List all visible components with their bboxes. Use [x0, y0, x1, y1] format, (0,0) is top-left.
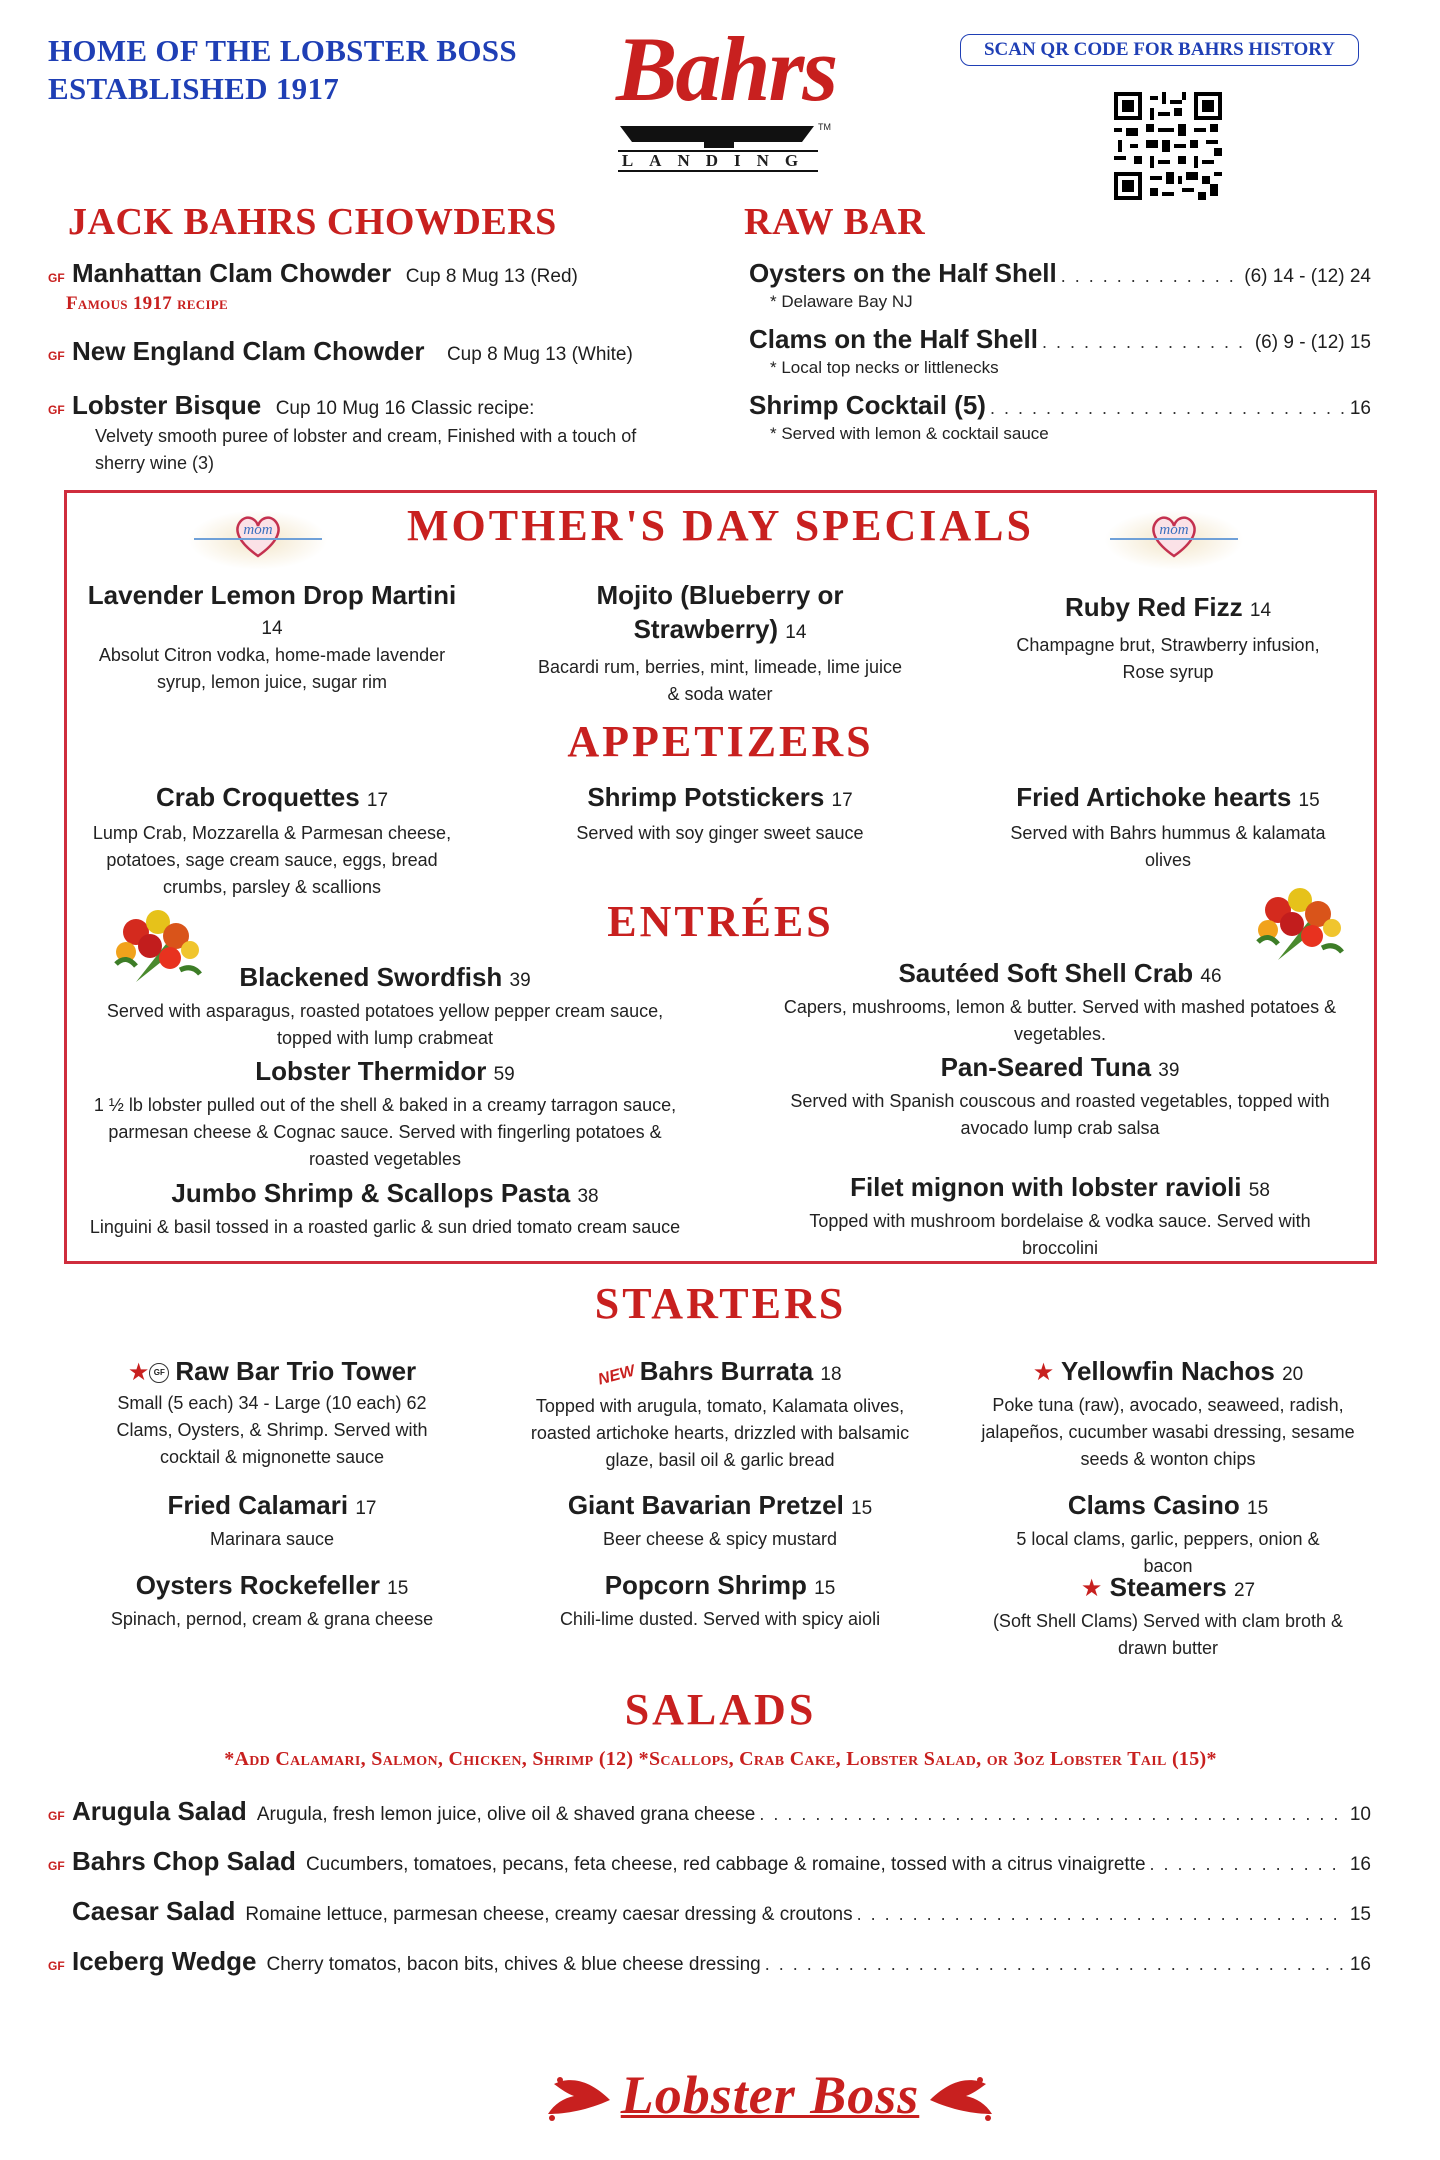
starter-price: 20	[1282, 1364, 1304, 1385]
gf-circle-icon: GF	[149, 1363, 169, 1383]
appetizer-desc: Lump Crab, Mozzarella & Parmesan cheese, potatoes, sage cream sauce, eggs, bread crumbs, parsley & scallions	[92, 823, 452, 897]
gf-badge: GF	[48, 403, 65, 417]
drink-price: 14	[1249, 600, 1272, 621]
raw-bar-name: Shrimp Cocktail (5)	[749, 390, 986, 420]
starter-name: ★ Yellowfin Nachos 20	[1032, 1356, 1304, 1386]
header-line-1: HOME OF THE LOBSTER BOSS	[48, 33, 517, 68]
chowder-price: Cup 8 Mug 13 (White)	[446, 344, 633, 365]
drink-desc: Bacardi rum, berries, mint, limeade, lime juice & soda water	[537, 657, 903, 704]
drink-desc: Absolut Citron vodka, home-made lavender syrup, lemon juice, sugar rim	[98, 645, 446, 692]
drink-name: Lavender Lemon Drop Martini	[87, 580, 457, 610]
entree-item	[750, 1170, 1370, 1262]
starter-desc: 5 local clams, garlic, peppers, onion & bacon	[1016, 1529, 1320, 1576]
starter-desc: Poke tuna (raw), avocado, seaweed, radish, jalapeños, cucumber wasabi dressing, sesame seeds & wonton chips	[981, 1395, 1355, 1469]
raw-bar-title: RAW BAR	[744, 201, 926, 243]
raw-bar-name: Clams on the Half Shell	[749, 324, 1038, 354]
starter-name: ★ GF Raw Bar Trio Tower	[127, 1356, 417, 1386]
appetizer-name: Shrimp Potstickers 17	[587, 782, 853, 812]
drink-name: Ruby Red Fizz 14	[1064, 592, 1272, 622]
starter-price: 15	[851, 1498, 873, 1519]
salad-addons: *Add Calamari, Salmon, Chicken, Shrimp (12) *Scallops, Crab Cake, Lobster Salad, or 3oz Lobster Tail (15)*	[224, 1748, 1217, 1770]
header-tagline	[48, 32, 517, 108]
entree-name: Sautéed Soft Shell Crab 46	[898, 958, 1222, 988]
entree-price: 38	[577, 1186, 599, 1207]
chowder-name: New England Clam Chowder	[72, 336, 425, 366]
starter-price: 27	[1233, 1580, 1256, 1601]
entree-item	[80, 960, 690, 1052]
chowder-item	[48, 390, 688, 477]
gf-badge: GF	[48, 1859, 65, 1873]
appetizer-price: 17	[831, 790, 853, 811]
chowder-price: Cup 10 Mug 16 Classic recipe:	[275, 398, 535, 419]
starter-desc: (Soft Shell Clams) Served with clam broth & drawn butter	[992, 1611, 1344, 1658]
chowder-item	[48, 336, 688, 367]
chowder-price: Cup 8 Mug 13 (Red)	[405, 266, 578, 287]
header-line-2: ESTABLISHED 1917	[48, 71, 340, 106]
raw-bar-price: (6) 9 - (12) 15	[1254, 332, 1371, 353]
starter-desc: Beer cheese & spicy mustard	[602, 1529, 838, 1549]
entree-item	[80, 1054, 690, 1173]
star-icon: ★	[127, 1359, 150, 1386]
entree-desc: 1 ½ lb lobster pulled out of the shell & baked in a creamy tarragon sauce, parmesan cheese & Cognac sauce. Served with fingerling potatoes & roasted vegetables	[93, 1095, 677, 1169]
mom-badge-text: mom	[243, 522, 273, 538]
entree-name: Pan-Seared Tuna 39	[940, 1052, 1180, 1082]
starter-name: ★ Steamers 27	[1080, 1572, 1256, 1602]
entree-item	[80, 1176, 690, 1241]
leader-dots	[765, 1954, 1346, 1975]
salad-desc: Cucumbers, tomatoes, pecans, feta cheese, red cabbage & romaine, tossed with a citrus vinaigrette	[305, 1854, 1146, 1875]
entree-desc: Linguini & basil tossed in a roasted garlic & sun dried tomato cream sauce	[89, 1217, 681, 1237]
raw-bar-item	[749, 258, 1371, 289]
entree-name: Blackened Swordfish 39	[239, 962, 531, 992]
starter-name: Fried Calamari 17	[167, 1490, 377, 1520]
starter-item	[72, 1488, 472, 1553]
raw-bar-note: * Delaware Bay NJ	[770, 292, 913, 311]
leader-dots	[759, 1804, 1346, 1825]
entree-desc: Topped with mushroom bordelaise & vodka sauce. Served with broccolini	[809, 1211, 1311, 1258]
raw-bar-name: Oysters on the Half Shell	[749, 258, 1057, 288]
drink-price: 14	[785, 622, 807, 643]
starter-item	[520, 1354, 920, 1474]
boat-icon	[612, 120, 822, 150]
appetizer-price: 15	[1298, 790, 1320, 811]
entree-desc: Served with asparagus, roasted potatoes yellow pepper cream sauce, topped with lump crabmeat	[106, 1001, 664, 1048]
salad-price: 16	[1349, 1854, 1371, 1875]
starter-item	[968, 1488, 1368, 1580]
gf-badge: GF	[48, 1959, 65, 1973]
starter-desc: Small (5 each) 34 - Large (10 each) 62 Clams, Oysters, & Shrimp. Served with cocktail & mignonette sauce	[116, 1393, 428, 1467]
star-icon: ★	[1032, 1359, 1055, 1386]
starter-item	[72, 1568, 472, 1633]
entree-price: 46	[1200, 966, 1222, 987]
qr-code-icon[interactable]	[1114, 92, 1222, 200]
drink-desc: Champagne brut, Strawberry infusion, Rose syrup	[1016, 635, 1320, 682]
appetizers-title: APPETIZERS	[567, 717, 874, 766]
entree-item	[750, 1050, 1370, 1142]
leader-dots	[1042, 332, 1251, 353]
salad-name: Iceberg Wedge	[72, 1946, 257, 1976]
salad-desc: Cherry tomatos, bacon bits, chives & blue cheese dressing	[266, 1954, 761, 1975]
drink-item	[72, 578, 472, 696]
salad-price: 10	[1349, 1804, 1371, 1825]
leader-dots	[1150, 1854, 1346, 1875]
logo-wordmark: Bahrs	[616, 18, 837, 120]
entree-price: 59	[493, 1064, 515, 1085]
starter-item	[968, 1570, 1368, 1662]
drink-name: Mojito (Blueberry or Strawberry) 14	[596, 580, 844, 644]
raw-bar-note: * Served with lemon & cocktail sauce	[770, 424, 1049, 443]
mom-badge-text: mom	[1159, 522, 1189, 538]
bahrs-logo	[600, 18, 837, 172]
raw-bar-note: * Local top necks or littlenecks	[770, 358, 999, 377]
drink-item	[968, 590, 1368, 686]
drink-price: 14	[261, 618, 283, 639]
star-icon: ★	[1080, 1575, 1103, 1602]
gf-badge: GF	[48, 349, 65, 363]
chowder-name: Manhattan Clam Chowder	[72, 258, 392, 288]
starter-name: Clams Casino 15	[1067, 1490, 1269, 1520]
mothers-day-title: MOTHER'S DAY SPECIALS	[407, 501, 1034, 550]
salad-item	[48, 1846, 1371, 1877]
salad-price: 16	[1349, 1954, 1371, 1975]
appetizer-name: Fried Artichoke hearts 15	[1016, 782, 1320, 812]
lobster-boss-logo	[540, 2060, 1000, 2140]
logo-sub: LANDING	[618, 150, 818, 172]
appetizer-desc: Served with Bahrs hummus & kalamata olives	[1010, 823, 1326, 870]
starter-price: 15	[814, 1578, 836, 1599]
starter-desc: Topped with arugula, tomato, Kalamata olives, roasted artichoke hearts, drizzled with balsamic glaze, basil oil & garlic bread	[530, 1396, 910, 1470]
salad-name: Bahrs Chop Salad	[72, 1846, 296, 1876]
chowder-name: Lobster Bisque	[72, 390, 262, 420]
qr-label: SCAN QR CODE FOR BAHRS HISTORY	[960, 34, 1359, 66]
entree-price: 58	[1248, 1180, 1270, 1201]
starter-item	[72, 1354, 472, 1471]
salad-name: Arugula Salad	[72, 1796, 247, 1826]
chowder-item	[48, 258, 688, 315]
starter-name: Giant Bavarian Pretzel 15	[567, 1490, 873, 1520]
salad-price: 15	[1349, 1904, 1371, 1925]
appetizer-desc: Served with soy ginger sweet sauce	[576, 823, 864, 843]
starter-price: 15	[1247, 1498, 1269, 1519]
chowder-desc: Velvety smooth puree of lobster and cream, Finished with a touch of sherry wine (3)	[95, 426, 637, 473]
salads-title: SALADS	[624, 1685, 817, 1734]
starter-item	[520, 1488, 920, 1553]
appetizer-item	[520, 780, 920, 847]
raw-bar-item	[749, 324, 1371, 355]
starter-item	[520, 1568, 920, 1633]
entree-price: 39	[509, 970, 531, 991]
starter-desc: Chili-lime dusted. Served with spicy aioli	[559, 1609, 881, 1629]
entree-desc: Capers, mushrooms, lemon & butter. Served with mashed potatoes & vegetables.	[783, 997, 1337, 1044]
salad-item	[48, 1896, 1371, 1927]
appetizer-price: 17	[366, 790, 389, 811]
starter-name: Popcorn Shrimp 15	[604, 1570, 836, 1600]
starter-desc: Marinara sauce	[209, 1529, 335, 1549]
logo-tm: TM	[818, 122, 831, 132]
chowders-title: JACK BAHRS CHOWDERS	[68, 201, 557, 243]
flower-bouquet-icon	[1248, 882, 1348, 964]
starter-price: 18	[820, 1364, 842, 1385]
entree-item	[750, 956, 1370, 1048]
entree-name: Lobster Thermidor 59	[255, 1056, 515, 1086]
gf-badge: GF	[48, 1809, 65, 1823]
appetizer-name: Crab Croquettes 17	[155, 782, 389, 812]
starter-name: NEWBahrs Burrata 18	[520, 1354, 920, 1393]
chowder-note: Famous 1917 recipe	[66, 293, 229, 314]
starters-title: STARTERS	[594, 1279, 847, 1328]
salad-item	[48, 1796, 1371, 1827]
starter-name: Oysters Rockefeller 15	[135, 1570, 409, 1600]
lobster-boss-wordmark: Lobster Boss	[620, 2065, 920, 2125]
salad-desc: Romaine lettuce, parmesan cheese, creamy caesar dressing & croutons	[245, 1904, 853, 1925]
leader-dots	[1061, 266, 1241, 287]
entree-desc: Served with Spanish couscous and roasted vegetables, topped with avocado lump crab salsa	[790, 1091, 1330, 1138]
appetizer-item	[72, 780, 472, 901]
leader-dots	[990, 398, 1346, 419]
appetizer-item	[968, 780, 1368, 874]
drink-item	[520, 578, 920, 708]
entree-name: Filet mignon with lobster ravioli 58	[850, 1172, 1270, 1202]
raw-bar-price: 16	[1349, 398, 1371, 419]
starter-item	[968, 1354, 1368, 1473]
salad-desc: Arugula, fresh lemon juice, olive oil & shaved grana cheese	[256, 1804, 756, 1825]
entree-price: 39	[1158, 1060, 1180, 1081]
gf-badge: GF	[48, 271, 65, 285]
lobster-claw-icon	[920, 2070, 1000, 2130]
starter-price: 17	[355, 1498, 377, 1519]
leader-dots	[857, 1904, 1346, 1925]
new-badge: NEW	[596, 1362, 638, 1389]
raw-bar-item	[749, 390, 1371, 421]
starter-price: 15	[387, 1578, 409, 1599]
starter-desc: Spinach, pernod, cream & grana cheese	[110, 1609, 434, 1629]
raw-bar-price: (6) 14 - (12) 24	[1244, 266, 1371, 287]
salad-name: Caesar Salad	[72, 1896, 236, 1926]
salad-item	[48, 1946, 1371, 1977]
entree-name: Jumbo Shrimp & Scallops Pasta 38	[171, 1178, 599, 1208]
entrees-title: ENTRÉES	[607, 897, 834, 946]
